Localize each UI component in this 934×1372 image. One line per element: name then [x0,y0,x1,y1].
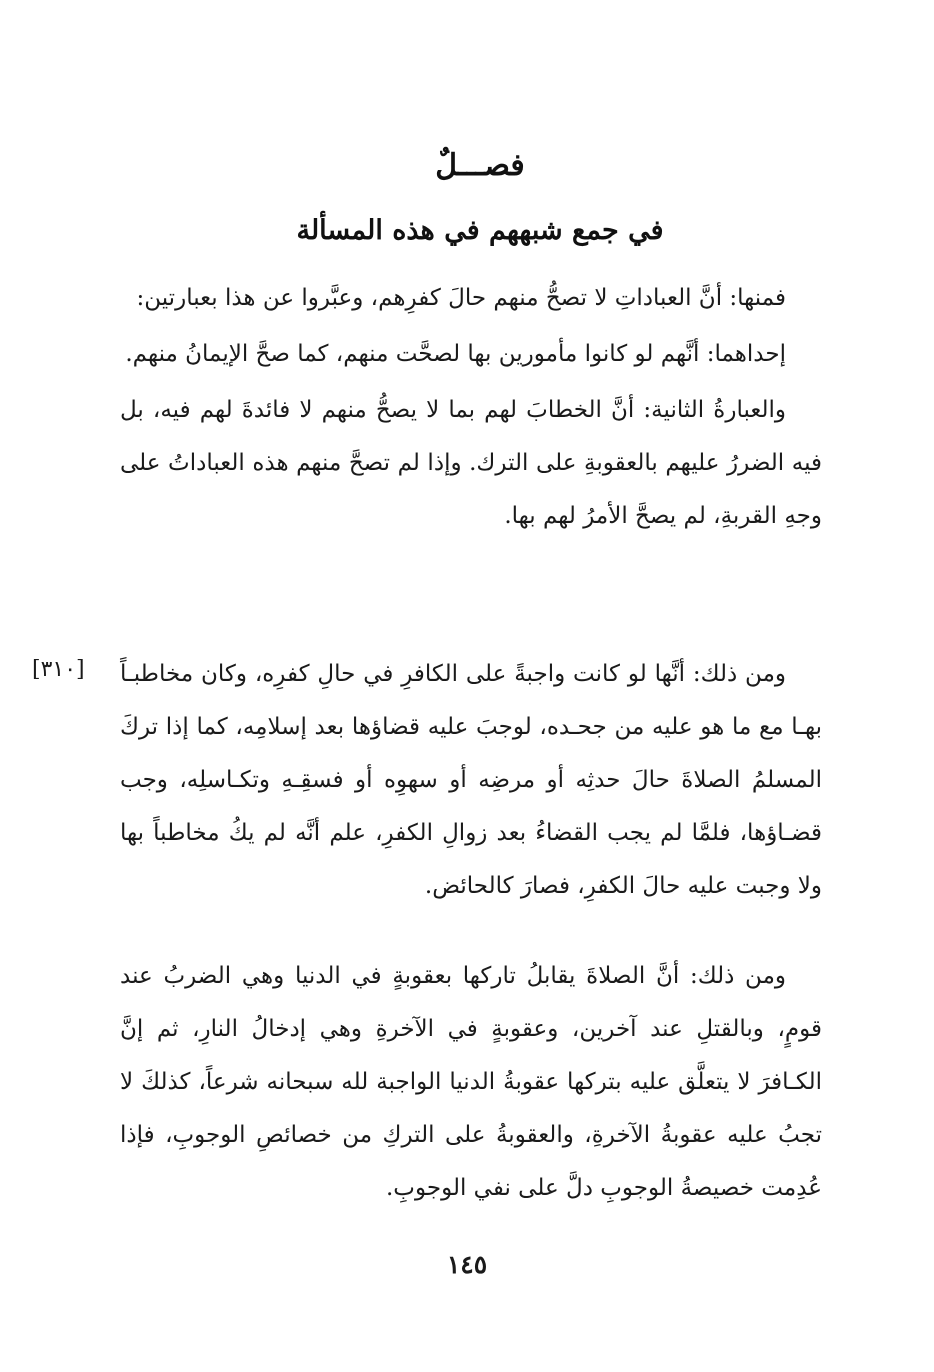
margin-reference: [٣١٠] [32,657,85,682]
paragraph-3: والعبارةُ الثانية: أنَّ الخطابَ لهم بما لا يصحُّ منهم لا فائدةَ لهم فيه، بل فيه الضررُ عليهم بالعقوبةِ على الترك. وإذا لم تصحَّ منهم هذه العباداتُ على وجهِ القربةِ، لم يصحَّ الأمرُ لهم بها. [120,397,822,529]
paragraph-1: فمنها: أنَّ العباداتِ لا تصحُّ منهم حالَ كفرِهم، وعبَّروا عن هذا بعبارتين: [136,285,786,311]
body-text-bottom [120,950,822,1215]
page-number: ١٤٥ [446,1250,488,1279]
section-label: فصـــلٌ [435,148,525,183]
section-title: في جمع شبههم في هذه المسألة [296,215,664,246]
body-text-top [120,272,822,543]
paragraph-2: إحداهما: أنَّهم لو كانوا مأمورين بها لصحَّت منهم، كما صحَّ الإيمانُ منهم. [125,341,786,367]
paragraph-4: ومن ذلك: أنَّها لو كانت واجبةً على الكافرِ في حالِ كفرِه، وكان مخاطبـاً بهـا مع ما هو عليه من جحـده، لوجبَ عليه قضاؤها بعد إسلامِه، كما إذا تركَ المسلمُ الصلاةَ حالَ حدثِه أو مرضِه أو سهوِه أو فسقِـهِ وتكـاسلِه، وجب قضـاؤها، فلمَّا لم يجب القضاءُ بعد زوالِ الكفرِ، علم أنَّه لم يكُ مخاطباً بها ولا وجبت عليه حالَ الكفرِ، فصارَ كالحائض. [120,661,822,899]
paragraph-5: ومن ذلك: أنَّ الصلاةَ يقابلُ تاركها بعقوبةٍ في الدنيا وهي الضربُ عند قومٍ، وبالقتلِ عند آخرين، وعقوبةٍ في الآخرةِ وهي إدخالُ النارِ، ثم إنَّ الكـافرَ لا يتعلَّق عليه بتركها عقوبةُ الدنيا الواجبة لله سبحانه شرعاً، كذلكَ لا تجبُ عليه عقوبةُ الآخرةِ، والعقوبةُ على التركِ من خصائصِ الوجوبِ، فإذا عُدِمت خصيصةُ الوجوبِ دلَّ على نفي الوجوبِ. [120,963,822,1201]
body-text-middle [120,648,822,913]
